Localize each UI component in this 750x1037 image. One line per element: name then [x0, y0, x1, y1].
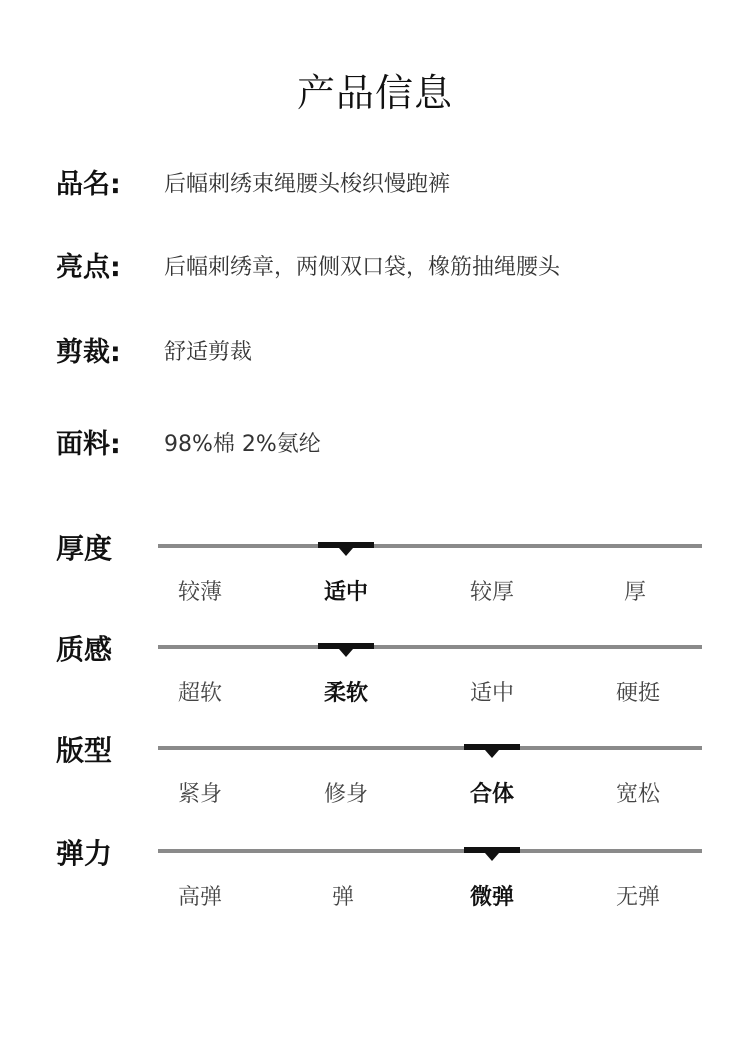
scale-track	[158, 544, 702, 548]
scale-option: 超软	[177, 681, 222, 706]
scale-option: 合体	[469, 782, 514, 807]
scale-option: 紧身	[177, 782, 222, 807]
scale-fit	[0, 729, 750, 819]
scale-marker	[318, 542, 374, 548]
scale-marker	[464, 847, 520, 853]
scale-option: 厚	[623, 580, 646, 605]
info-value: 后幅刺绣章，两侧双口袋，橡筋抽绳腰头	[164, 255, 561, 280]
info-label: 面料:	[56, 429, 121, 460]
info-value: 98%棉 2%氨纶	[164, 432, 321, 457]
scale-marker	[464, 744, 520, 750]
marker-pointer-icon	[339, 548, 353, 556]
scale-option: 宽松	[615, 782, 660, 807]
scale-label: 厚度	[56, 532, 113, 565]
info-value: 后幅刺绣束绳腰头梭织慢跑裤	[164, 172, 451, 197]
scale-option: 适中	[323, 580, 368, 605]
scale-option: 弹	[331, 885, 354, 910]
info-label: 亮点:	[56, 252, 121, 283]
scale-option: 较薄	[177, 580, 222, 605]
scale-label: 版型	[56, 734, 113, 767]
page-title: 产品信息	[296, 71, 453, 115]
marker-pointer-icon	[339, 649, 353, 657]
info-label: 剪裁:	[56, 337, 121, 368]
scale-option: 硬挺	[615, 681, 660, 706]
scale-option: 修身	[323, 782, 368, 807]
scale-option: 适中	[469, 681, 514, 706]
marker-pointer-icon	[485, 853, 499, 861]
scale-track	[158, 645, 702, 649]
scale-option: 较厚	[469, 580, 514, 605]
scale-track	[158, 746, 702, 750]
scale-option: 高弹	[177, 885, 222, 910]
scale-marker	[318, 643, 374, 649]
info-label: 品名:	[56, 169, 121, 200]
scale-track	[158, 849, 702, 853]
scale-option: 柔软	[323, 681, 368, 706]
info-value: 舒适剪裁	[164, 340, 253, 365]
scale-label: 质感	[56, 633, 113, 666]
scale-option: 无弹	[615, 885, 660, 910]
scale-option: 微弹	[469, 885, 514, 910]
scale-thickness	[0, 527, 750, 617]
scale-texture	[0, 628, 750, 718]
scale-elasticity	[0, 832, 750, 922]
marker-pointer-icon	[485, 750, 499, 758]
scale-label: 弹力	[56, 837, 113, 870]
